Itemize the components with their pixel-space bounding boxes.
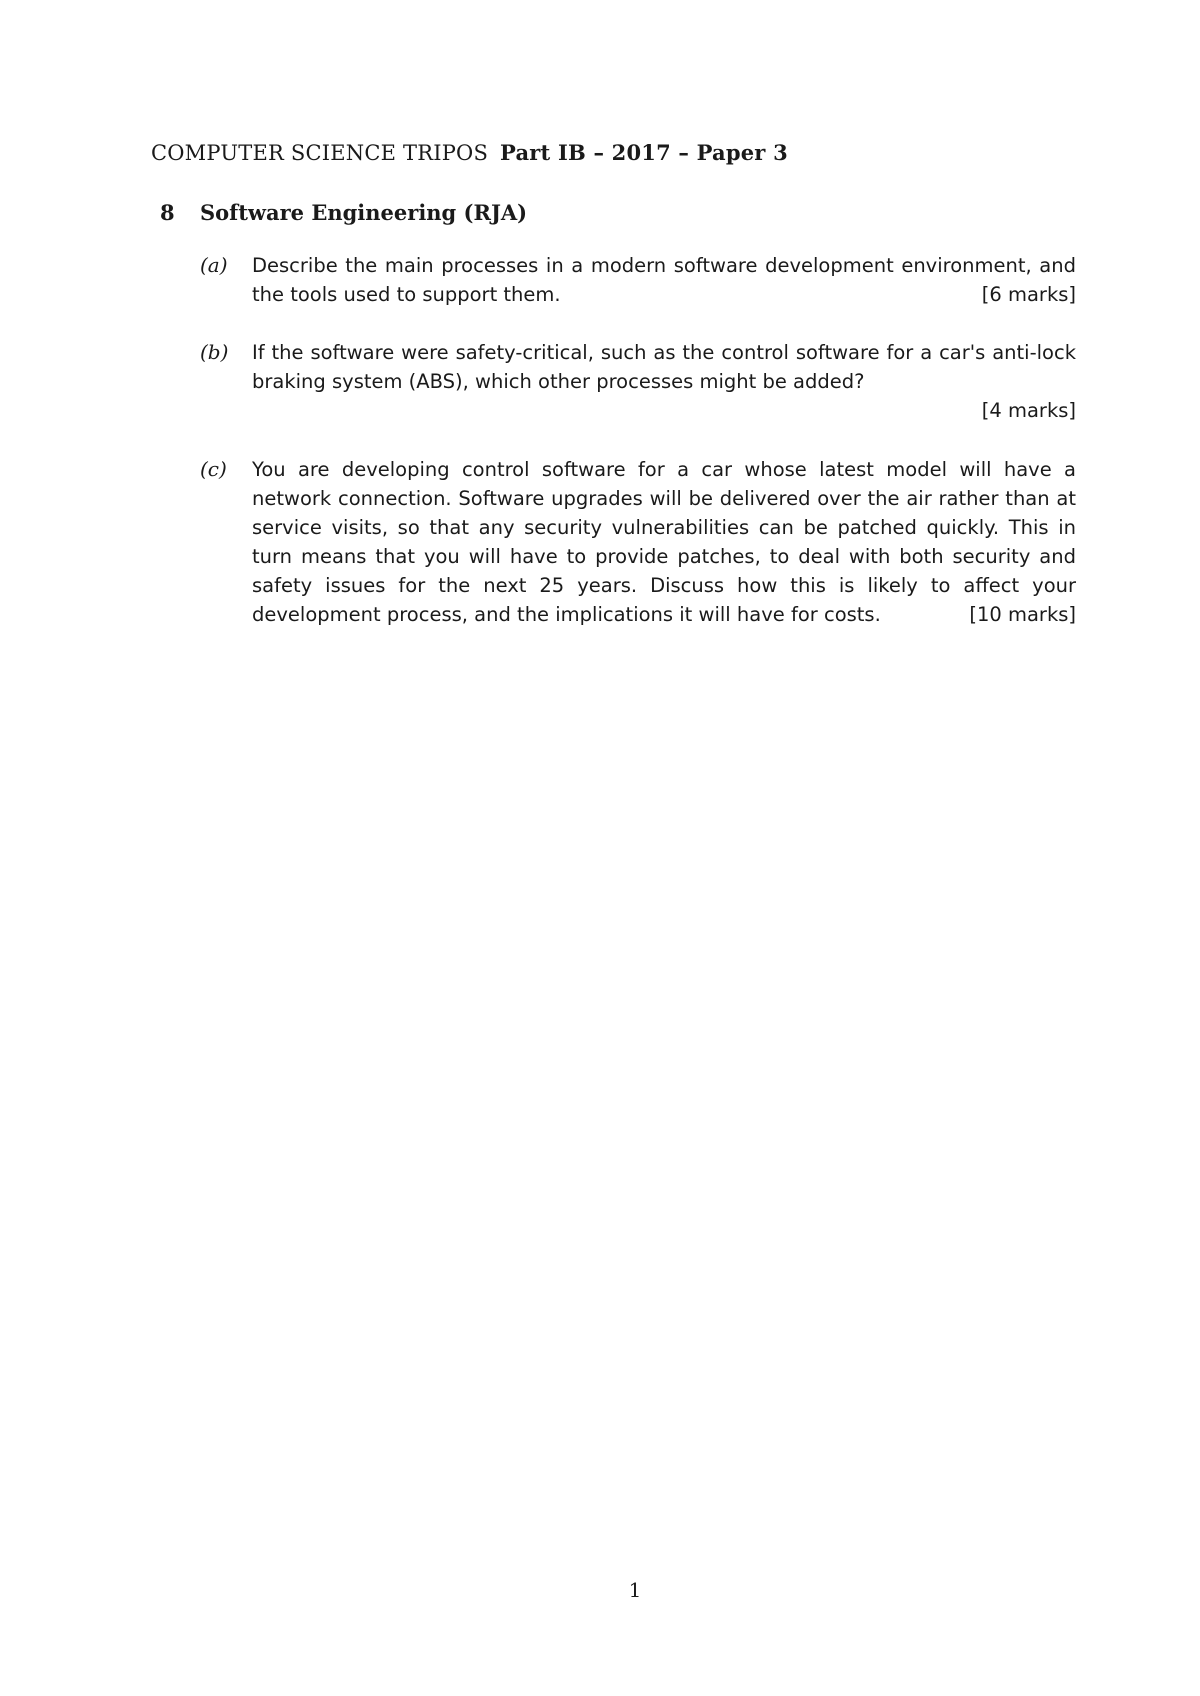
part-marks: [6 marks] (981, 283, 1076, 306)
part-body: Describe the main processes in a modern software development environment, and the tools used to support them. (252, 254, 1076, 306)
question-part-c (200, 455, 1076, 629)
part-label: (b) (200, 340, 229, 364)
paper-part: Part IB – 2017 – Paper 3 (500, 140, 788, 165)
paper-title: COMPUTER SCIENCE TRIPOS (151, 141, 489, 165)
question-title: Software Engineering (RJA) (200, 200, 528, 225)
part-text (252, 251, 1076, 309)
question-part-a (200, 251, 1076, 309)
part-text (252, 455, 1076, 629)
part-marks: [10 marks] (969, 603, 1076, 626)
question-heading (160, 200, 527, 225)
part-body: If the software were safety-critical, such as the control software for a car's anti-lock braking system (ABS), which other processes might be added? (252, 341, 1076, 393)
page-number: 1 (628, 1578, 642, 1602)
part-body: You are developing control software for a car whose latest model will have a network connection. Software upgrades will be delivered over the air rather than at service visits, so that any security vulnerabilities can be patched quickly. This in turn means that you will have to provide patches, to deal with both security and safety issues for the next 25 years. Discuss how this is likely to affect your development process, and the implications it will have for costs. (252, 458, 1076, 626)
part-text (252, 338, 1076, 425)
question-number: 8 (160, 200, 175, 225)
part-label: (c) (200, 457, 227, 481)
part-label: (a) (200, 253, 228, 277)
part-marks: [4 marks] (981, 399, 1076, 422)
question-part-b (200, 338, 1076, 425)
paper-header (151, 140, 788, 165)
